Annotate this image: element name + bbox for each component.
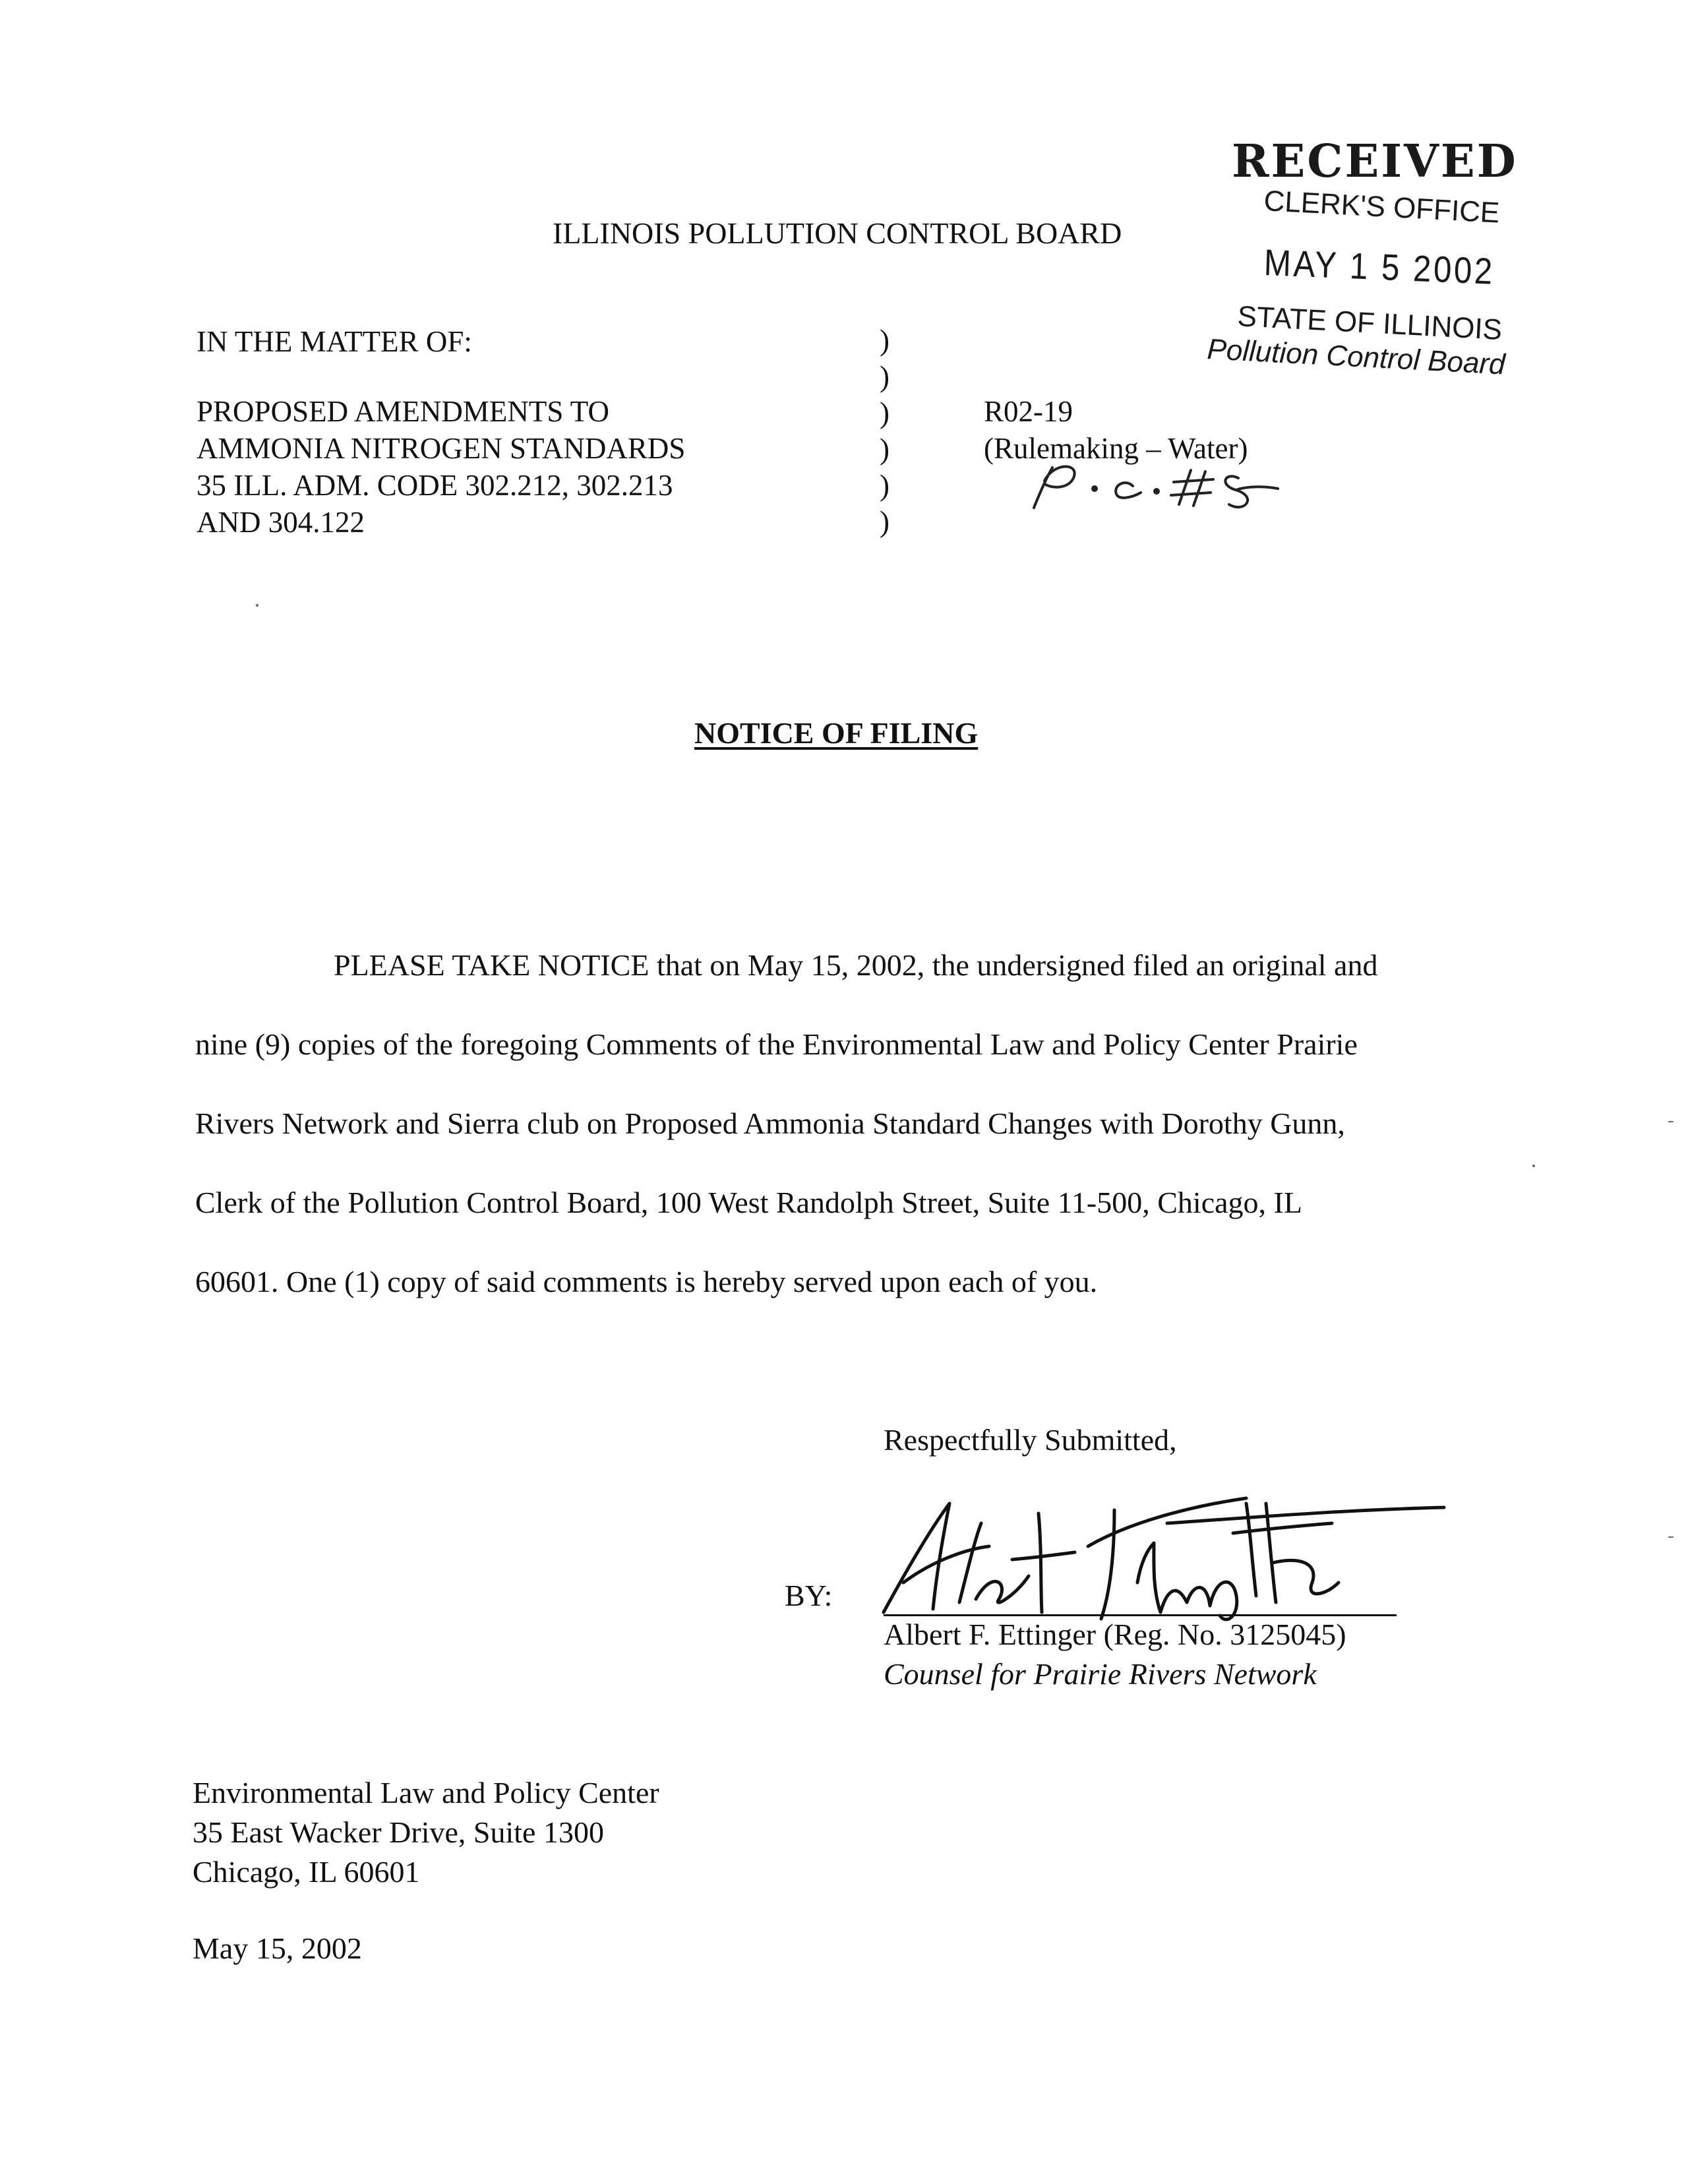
notice-title: NOTICE OF FILING	[694, 716, 979, 750]
address-date: May 15, 2002	[193, 1931, 362, 1965]
signer-role: Counsel for Prairie Rivers Network	[884, 1657, 1317, 1691]
paragraph-line: PLEASE TAKE NOTICE that on May 15, 2002, the undersigned filed an original and	[334, 948, 1378, 982]
caption-paren: )	[880, 360, 889, 393]
caption-paren: )	[880, 324, 889, 357]
scan-speck	[1532, 1165, 1535, 1167]
caption-line-3: 35 ILL. ADM. CODE 302.212, 302.213	[196, 469, 673, 502]
scan-speck	[1668, 1536, 1673, 1538]
docket-number: R02-19	[984, 395, 1073, 428]
board-title: ILLINOIS POLLUTION CONTROL BOARD	[553, 216, 1122, 250]
stamp-received: RECEIVED	[1232, 135, 1518, 188]
scan-speck	[256, 604, 258, 607]
address-line: Chicago, IL 60601	[193, 1855, 420, 1889]
caption-line-4: AND 304.122	[196, 506, 365, 539]
caption-line-2: AMMONIA NITROGEN STANDARDS	[196, 432, 686, 465]
caption-line-1: PROPOSED AMENDMENTS TO	[196, 395, 609, 428]
signer-name: Albert F. Ettinger (Reg. No. 3125045)	[884, 1618, 1346, 1651]
docket-type: (Rulemaking – Water)	[984, 432, 1248, 465]
paragraph-line: nine (9) copies of the foregoing Comments of the Environmental Law and Policy Center Prairie	[195, 1027, 1358, 1061]
paragraph-line: Clerk of the Pollution Control Board, 100 West Randolph Street, Suite 11-500, Chicago, IL	[195, 1186, 1302, 1219]
handwritten-pc-note	[1021, 458, 1284, 518]
stamp-date: MAY 1 5 2002	[1263, 241, 1495, 292]
paragraph-line: 60601. One (1) copy of said comments is hereby served upon each of you.	[195, 1265, 1098, 1298]
signature-line	[884, 1614, 1397, 1616]
stamp-board: Pollution Control Board	[1206, 333, 1506, 381]
by-label: BY:	[785, 1579, 833, 1612]
paragraph-line: Rivers Network and Sierra club on Proposed Ammonia Standard Changes with Dorothy Gunn,	[195, 1107, 1345, 1140]
stamp-clerks-office: CLERK'S OFFICE	[1263, 185, 1501, 229]
address-line: 35 East Wacker Drive, Suite 1300	[193, 1815, 604, 1849]
address-line: Environmental Law and Policy Center	[193, 1776, 659, 1809]
stamp-state: STATE OF ILLINOIS	[1236, 300, 1503, 346]
closing: Respectfully Submitted,	[884, 1423, 1177, 1457]
scan-speck	[1668, 1121, 1673, 1122]
caption-paren: )	[880, 433, 889, 466]
matter-label: IN THE MATTER OF:	[196, 325, 472, 358]
caption-paren: )	[880, 396, 889, 429]
caption-paren: )	[880, 505, 889, 538]
caption-paren: )	[880, 469, 889, 502]
